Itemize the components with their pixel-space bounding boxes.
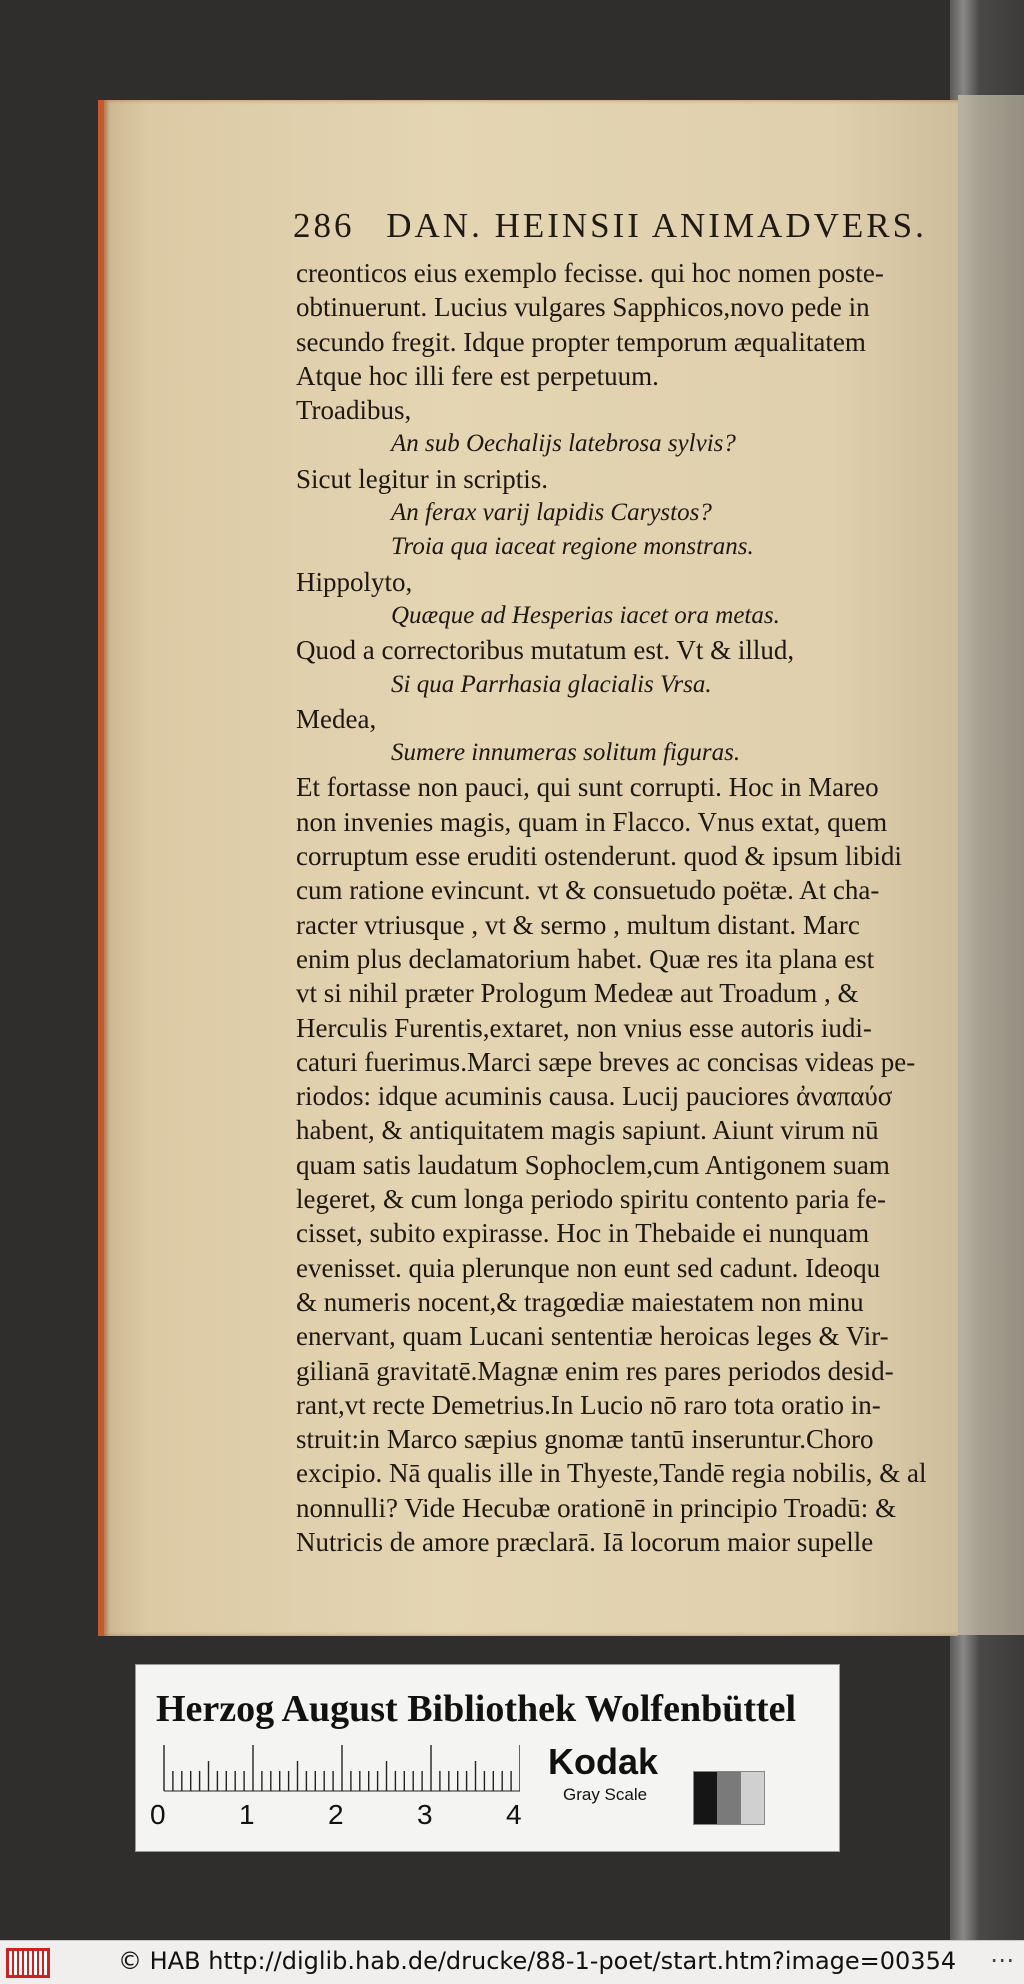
- text-line: enervant, quam Lucani sententiæ heroicas leges & Vir-: [296, 1321, 889, 1352]
- text-line: & numeris nocent,& tragœdiæ maiestatem non minu: [296, 1286, 864, 1317]
- text-line: vt si nihil præter Prologum Medeæ aut Troadum , &: [296, 978, 859, 1009]
- ruler-digit: 3: [417, 1799, 433, 1830]
- ruler-digits: [150, 1799, 530, 1833]
- text-line: Quod a correctoribus mutatum est. Vt & illud,: [296, 635, 795, 666]
- ruler-digit: 4: [506, 1799, 522, 1830]
- swatch-step: [694, 1772, 717, 1824]
- library-color-card: [135, 1664, 840, 1852]
- text-line: habent, & antiquitatem magis sapiunt. Aiunt virum nū: [296, 1115, 879, 1146]
- page-number: 286: [293, 206, 355, 245]
- text-line: cum ratione evincunt. vt & consuetudo poëtæ. At cha-: [296, 875, 880, 906]
- text-line: quam satis laudatum Sophoclem,cum Antigonem suam: [296, 1149, 890, 1180]
- text-line: Nutricis de amore præclarā. Iā locorum maior supelle: [296, 1526, 874, 1557]
- text-line: caturi fuerimus.Marci sæpe breves ac concisas videas pe-: [296, 1046, 916, 1077]
- verse-quote-line: Sumere innumeras solitum figuras.: [391, 739, 741, 767]
- text-line: Hippolyto,: [296, 566, 413, 597]
- running-head: [293, 206, 958, 250]
- text-line: secundo fregit. Idque propter temporum æqualitatem: [296, 326, 866, 357]
- viewer-status-bar: [0, 1940, 1024, 1984]
- running-head-title: DAN. HEINSII ANIMADVERS.: [386, 206, 927, 245]
- text-line: creonticos eius exemplo fecisse. qui hoc nomen poste-: [296, 258, 884, 288]
- verse-quote-line: An ferax varij lapidis Carystos?: [391, 499, 712, 527]
- verse-quote-line: Troia qua iaceat regione monstrans.: [391, 533, 754, 561]
- text-line: riodos: idque acuminis causa. Lucij pauciores ἀναπαύσ: [296, 1081, 893, 1112]
- facing-page-fragment: [958, 95, 1024, 1635]
- text-line: corruptum esse eruditi ostenderunt. quod & ipsum libidi: [296, 841, 902, 872]
- more-options-button[interactable]: ⋯: [990, 1946, 1014, 1974]
- gray-scale-swatch: [693, 1771, 765, 1825]
- ruler-digit: 0: [150, 1799, 166, 1830]
- hab-logo-icon[interactable]: [6, 1948, 50, 1978]
- text-line: legeret, & cum longa periodo spiritu contento paria fe-: [296, 1184, 887, 1215]
- text-line: cisset, subito expirasse. Hoc in Thebaide ei nunquam: [296, 1218, 870, 1249]
- text-line: enim plus declamatorium habet. Quæ res ita plana est: [296, 943, 875, 974]
- text-line: nonnulli? Vide Hecubæ orationē in principio Troadū: &: [296, 1492, 897, 1523]
- copyright-url[interactable]: © HAB http://diglib.hab.de/drucke/88-1-poet/start.htm?image=00354: [118, 1947, 957, 1975]
- gray-scale-label: Gray Scale: [563, 1785, 648, 1804]
- verse-quote-line: An sub Oechalijs latebrosa sylvis?: [391, 430, 736, 458]
- text-line: Sicut legitur in scriptis.: [296, 463, 548, 494]
- verse-quote-line: Si qua Parrhasia glacialis Vrsa.: [391, 670, 712, 698]
- swatch-step: [717, 1772, 740, 1824]
- text-line: Atque hoc illi fere est perpetuum.: [296, 360, 659, 391]
- text-line: Herculis Furentis,extaret, non vnius esse autoris iudi-: [296, 1012, 872, 1043]
- text-line: obtinuerunt. Lucius vulgares Sapphicos,novo pede in: [296, 292, 870, 323]
- text-line: Et fortasse non pauci, qui sunt corrupti. Hoc in Mareo: [296, 772, 879, 803]
- kodak-logo-text: Kodak: [548, 1741, 659, 1782]
- text-line: non invenies magis, quam in Flacco. Vnus extat, quem: [296, 806, 888, 837]
- text-line: excipio. Nā qualis ille in Thyeste,Tandē regia nobilis, & al: [296, 1458, 927, 1489]
- ruler-digit: 1: [239, 1799, 255, 1830]
- library-name: Herzog August Bibliothek Wolfenbüttel: [156, 1688, 797, 1730]
- text-line: Troadibus,: [296, 395, 412, 426]
- verse-quote-line: Quæque ad Hesperias iacet ora metas.: [391, 601, 780, 629]
- swatch-step: [741, 1772, 764, 1824]
- text-line: gilianā gravitatē.Magnæ enim res pares periodos desid-: [296, 1355, 894, 1386]
- text-line: rant,vt recte Demetrius.In Lucio nō raro tota oratio in-: [296, 1389, 881, 1420]
- text-line: Medea,: [296, 703, 377, 734]
- text-line: struit:in Marco sæpius gnomæ tantū inseruntur.Choro: [296, 1424, 874, 1455]
- ruler-scale: [160, 1745, 520, 1793]
- text-line: racter vtriusque , vt & sermo , multum distant. Marc: [296, 909, 860, 940]
- text-line: evenisset. quia plerunque non eunt sed cadunt. Ideoqu: [296, 1252, 881, 1283]
- ruler-digit: 2: [328, 1799, 344, 1830]
- page-body-text: [296, 256, 958, 1559]
